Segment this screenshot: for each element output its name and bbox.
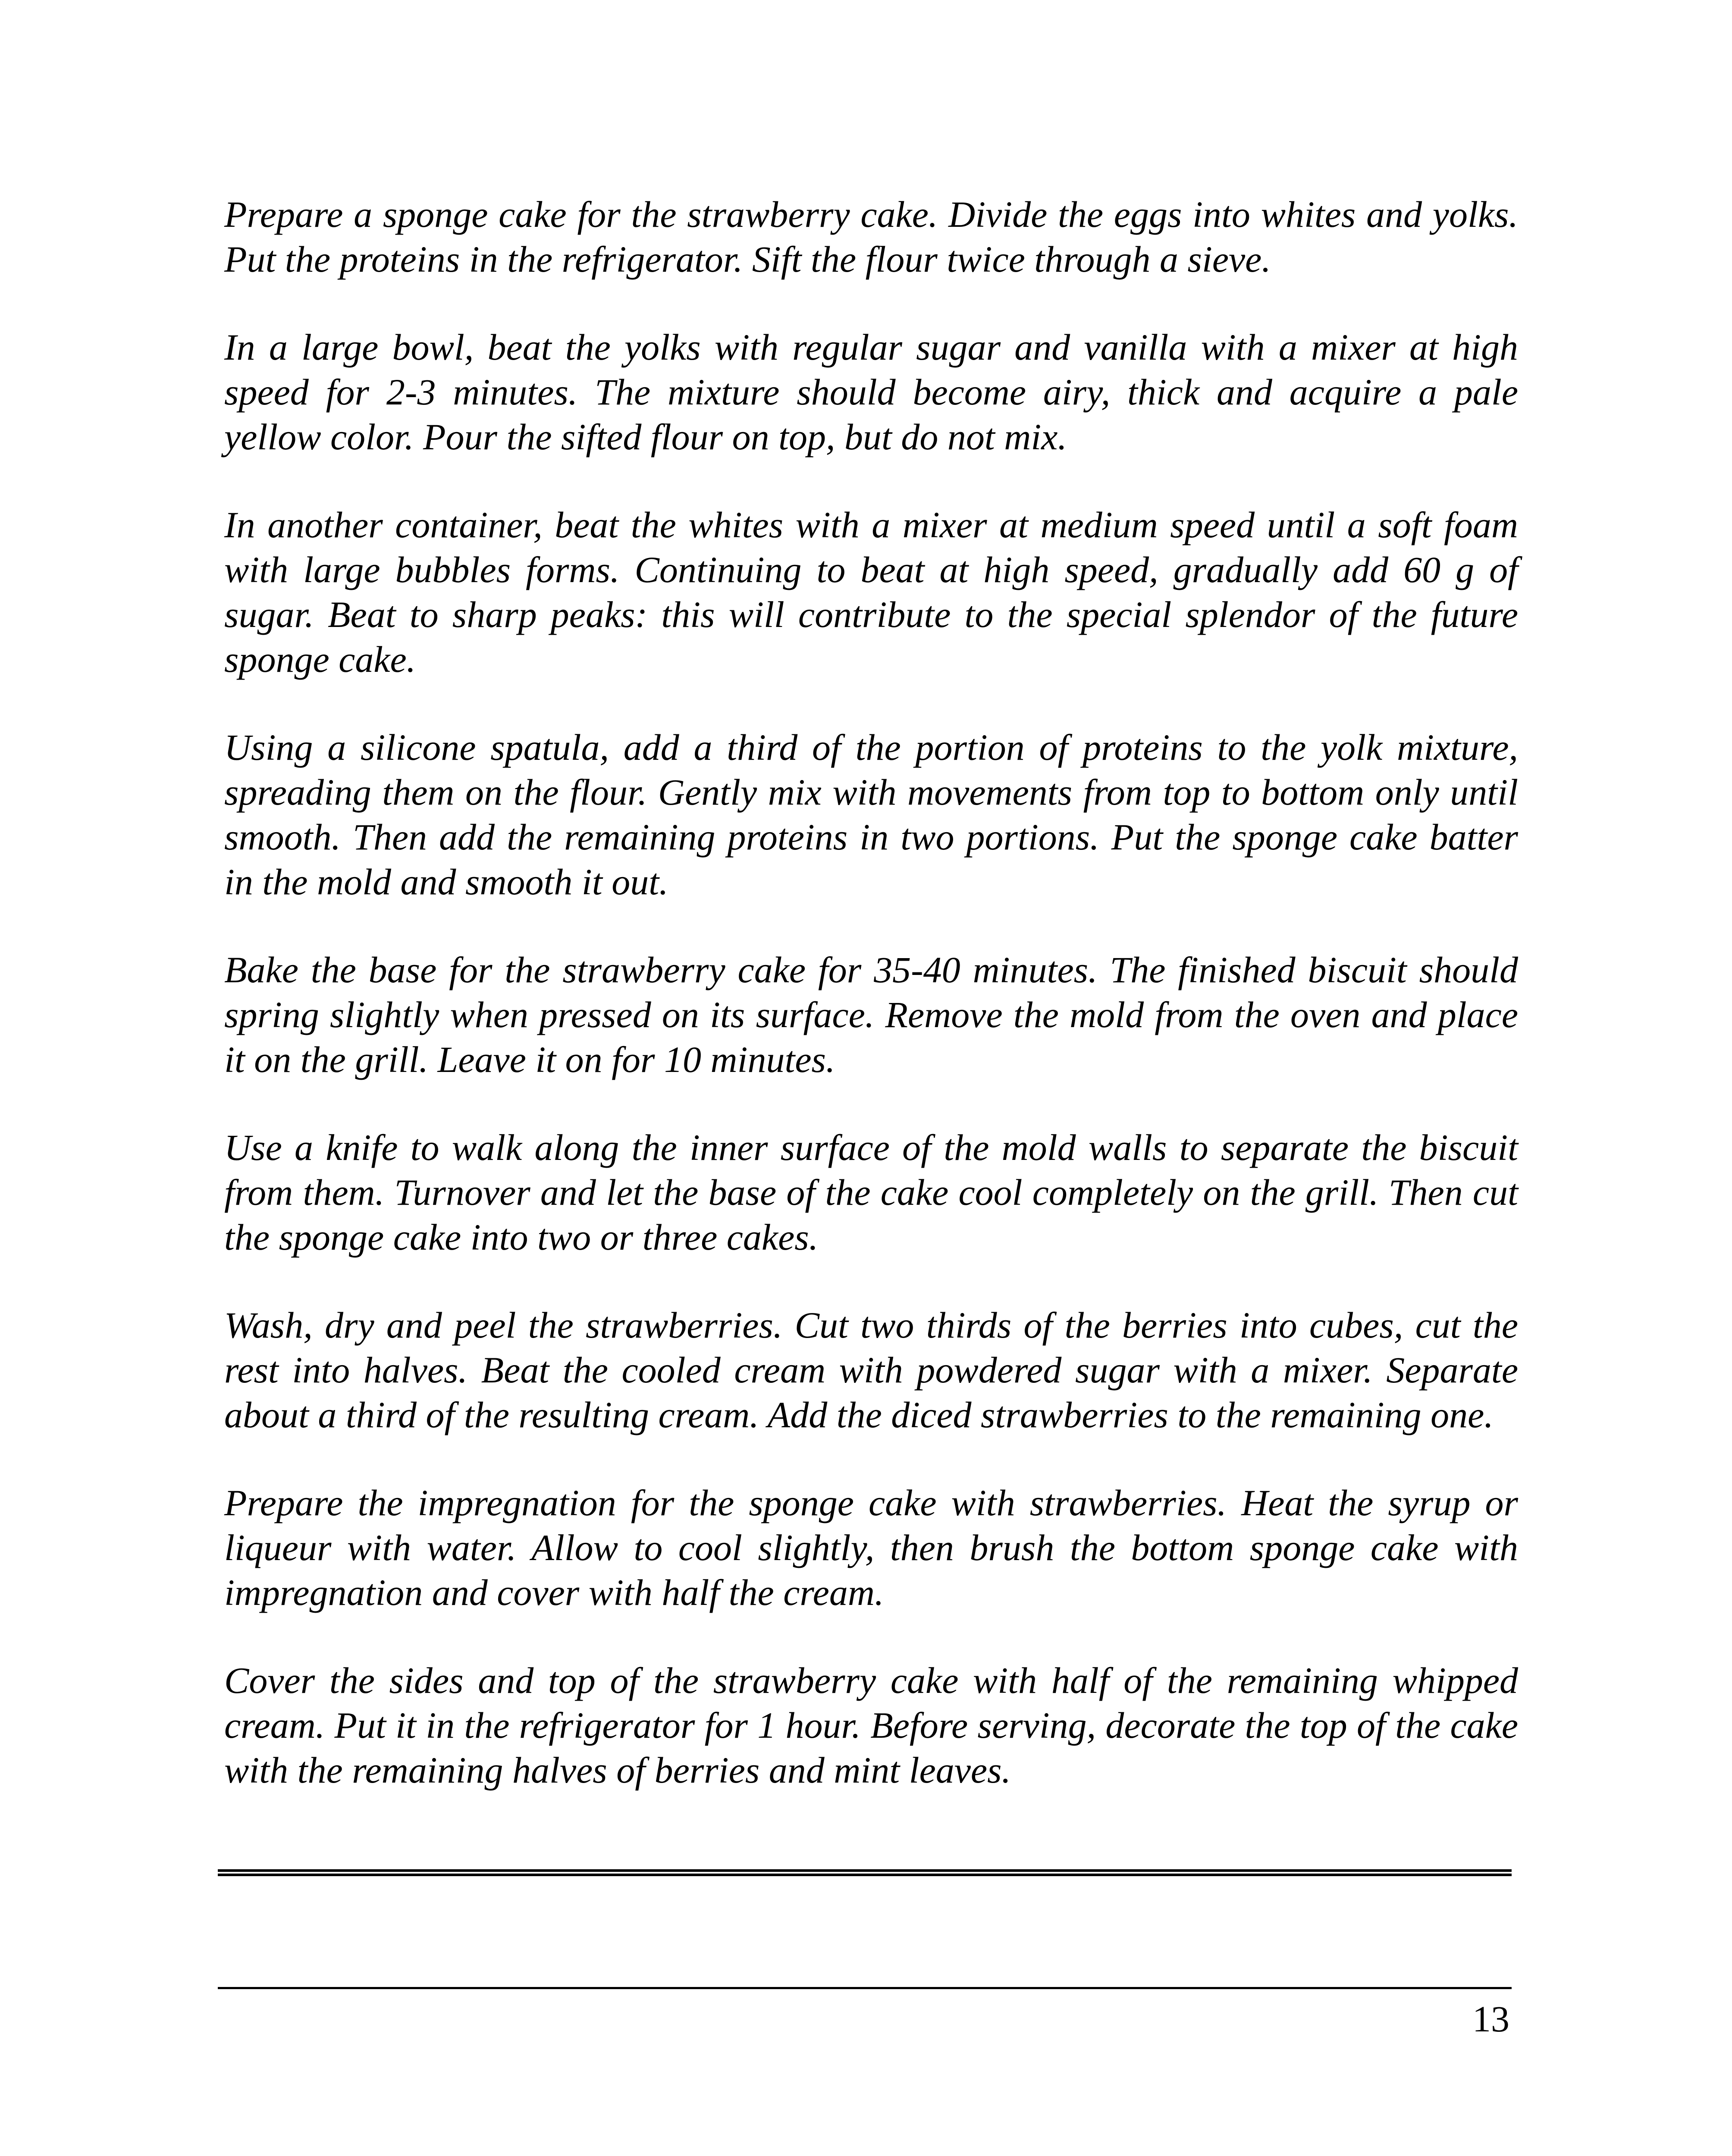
footer-divider-rule: [218, 1987, 1512, 1989]
paragraph-decorate: Cover the sides and top of the strawberry cake with half of the remaining whipped cream. Put it in the refrigerator for 1 hour. Before serving, decorate the top of the cake with the remaining halves of berries and mint leaves.: [224, 1660, 1518, 1791]
paragraph-sponge-prep: Prepare a sponge cake for the strawberry cake. Divide the eggs into whites and yolks. Put the proteins in the refrigerator. Sift the flour twice through a sieve.: [224, 194, 1518, 280]
paragraph-fold-proteins: Using a silicone spatula, add a third of the portion of proteins to the yolk mixture, spreading them on the flour. Gently mix with movements from top to bottom only until smooth. Then add the remaining proteins in two portions. Put the sponge cake batter in the mold and smooth it out.: [224, 727, 1518, 903]
recipe-body: [224, 192, 1518, 1836]
paragraph-beat-whites: In another container, beat the whites with a mixer at medium speed until a soft foam with large bubbles forms. Continuing to beat at high speed, gradually add 60 g of sugar. Beat to sharp peaks: this will contribute to the special splendor of the future sponge cake.: [224, 504, 1518, 680]
section-divider-double-rule: [218, 1869, 1512, 1876]
paragraph-beat-yolks: In a large bowl, beat the yolks with regular sugar and vanilla with a mixer at high speed for 2-3 minutes. The mixture should become airy, thick and acquire a pale yellow color. Pour the sifted flour on top, but do not mix.: [224, 326, 1518, 458]
paragraph-impregnation: Prepare the impregnation for the sponge cake with strawberries. Heat the syrup or liqueur with water. Allow to cool slightly, then brush the bottom sponge cake with impregnation and cover with half the cream.: [224, 1482, 1518, 1613]
paragraph-strawberries-cream: Wash, dry and peel the strawberries. Cut two thirds of the berries into cubes, cut the rest into halves. Beat the cooled cream with powdered sugar with a mixer. Separate about a third of the resulting cream. Add the diced strawberries to the remaining one.: [224, 1304, 1518, 1435]
paragraph-bake-base: Bake the base for the strawberry cake for 35-40 minutes. The finished biscuit should spring slightly when pressed on its surface. Remove the mold from the oven and place it on the grill. Leave it on for 10 minutes.: [224, 949, 1518, 1080]
page-number: 13: [1472, 1998, 1509, 2040]
paragraph-release-biscuit: Use a knife to walk along the inner surface of the mold walls to separate the biscuit from them. Turnover and let the base of the cake cool completely on the grill. Then cut the sponge cake into two or three cakes.: [224, 1127, 1518, 1258]
